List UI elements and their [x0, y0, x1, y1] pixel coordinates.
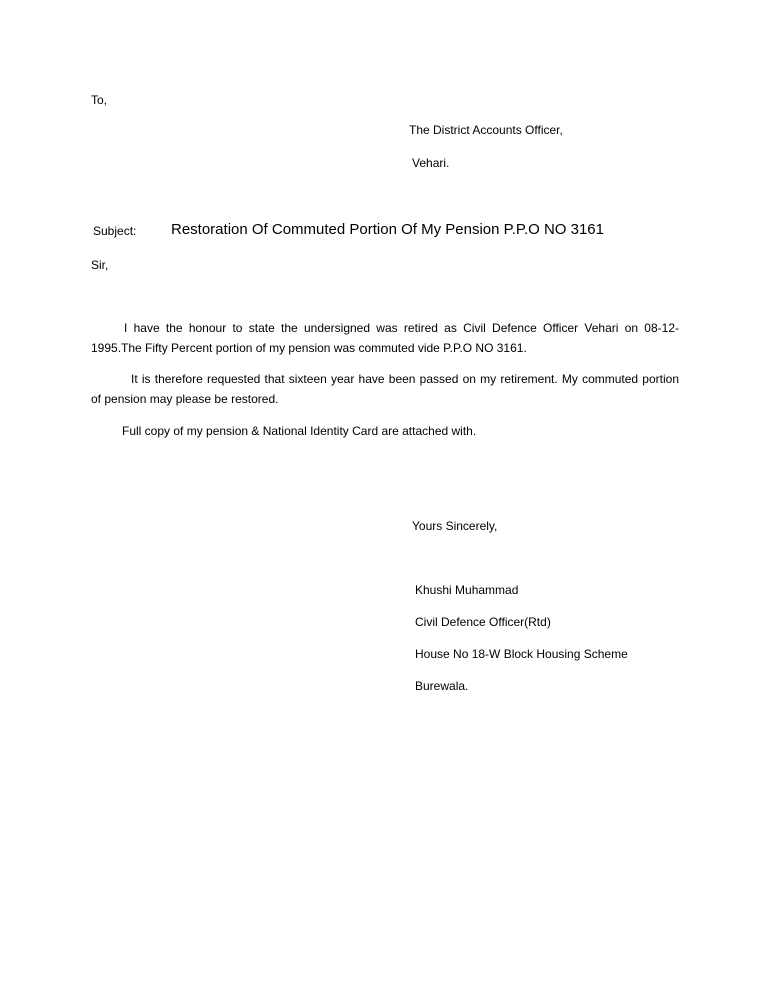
salutation: Sir, — [91, 258, 109, 272]
recipient-title: The District Accounts Officer, — [409, 123, 563, 137]
body-paragraph-2: It is therefore requested that sixteen year have been passed on my retirement. My commuted portion of pension may please be restored. — [91, 372, 679, 406]
signature-designation: Civil Defence Officer(Rtd) — [415, 615, 551, 629]
to-line: To, — [91, 93, 108, 107]
closing: Yours Sincerely, — [412, 519, 498, 533]
recipient-city: Vehari. — [412, 156, 450, 170]
subject-text: Restoration Of Commuted Portion Of My Pension P.P.O NO 3161 — [171, 221, 604, 238]
signature-name: Khushi Muhammad — [415, 583, 519, 597]
body-paragraph-3: Full copy of my pension & National Identity Card are attached with. — [122, 424, 477, 438]
signature-city: Burewala. — [415, 679, 469, 693]
body-paragraph-1: I have the honour to state the undersigned was retired as Civil Defence Officer Vehari on 08-12-1995.The Fifty Percent portion of my pension was commuted vide P.P.O NO 3161. — [91, 321, 679, 355]
subject-label: Subject: — [93, 224, 137, 238]
signature-address: House No 18-W Block Housing Scheme — [415, 647, 628, 661]
